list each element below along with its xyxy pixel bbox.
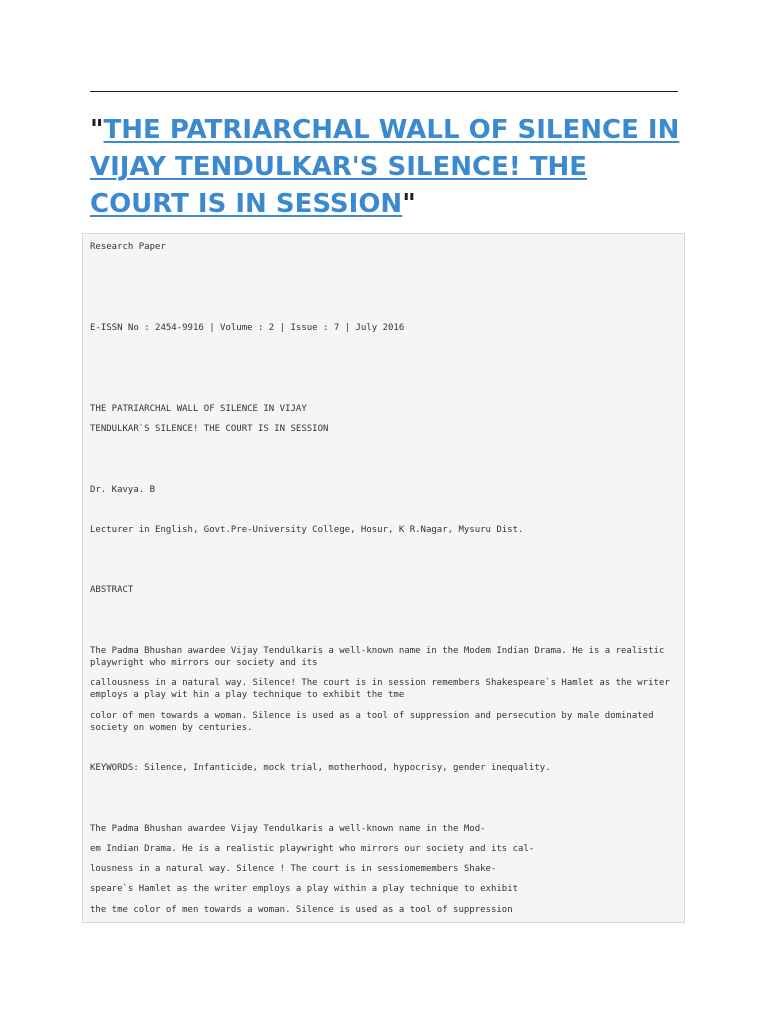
abstract-paragraph-1: The Padma Bhushan awardee Vijay Tendulkaris a well-known name in the Modem Indian Drama. He is a realistic playwright who mirrors our society and its xyxy=(90,646,670,668)
title-link[interactable]: THE PATRIARCHAL WALL OF SILENCE IN VIJAY TENDULKAR'S SILENCE! THE COURT IS IN SESSION xyxy=(90,115,680,219)
abstract-heading: ABSTRACT xyxy=(90,585,134,595)
body-line-3: lousness in a natural way. Silence ! The court is in sessiomemembers Shake- xyxy=(90,864,497,874)
paper-title-line-1: THE PATRIARCHAL WALL OF SILENCE IN VIJAY xyxy=(90,404,307,414)
keywords-line: KEYWORDS: Silence, Infanticide, mock trial, motherhood, hypocrisy, gender inequality. xyxy=(90,763,551,773)
body-line-5: the tme color of men towards a woman. Silence is used as a tool of suppression xyxy=(90,905,513,915)
paper-type: Research Paper xyxy=(90,242,166,252)
paper-title-line-2: TENDULKAR`S SILENCE! THE COURT IS IN SESSION xyxy=(90,424,329,434)
abstract-paragraph-3: color of men towards a woman. Silence is used as a tool of suppression and persecution by male dominated society on women by centuries. xyxy=(90,711,659,733)
title-close-quote: " xyxy=(402,189,416,219)
body-line-4: speare`s Hamlet as the writer employs a play within a play technique to exhibit xyxy=(90,884,519,894)
title-open-quote: " xyxy=(90,115,104,145)
top-divider xyxy=(90,91,678,92)
document-title xyxy=(90,112,690,223)
author-affiliation: Lecturer in English, Govt.Pre-University College, Hosur, K R.Nagar, Mysuru Dist. xyxy=(90,525,524,535)
document-text-box xyxy=(82,233,685,923)
body-line-1: The Padma Bhushan awardee Vijay Tendulkaris a well-known name in the Mod- xyxy=(90,824,486,834)
author-name: Dr. Kavya. B xyxy=(90,485,156,495)
body-line-2: em Indian Drama. He is a realistic playwright who mirrors our society and its cal- xyxy=(90,844,535,854)
issn-line: E-ISSN No : 2454-9916 | Volume : 2 | Issue : 7 | July 2016 xyxy=(90,323,405,333)
abstract-paragraph-2: callousness in a natural way. Silence! The court is in session remembers Shakespeare`s Hamlet as the writer employs a play wit hin a play technique to exhibit the tme xyxy=(90,678,676,700)
